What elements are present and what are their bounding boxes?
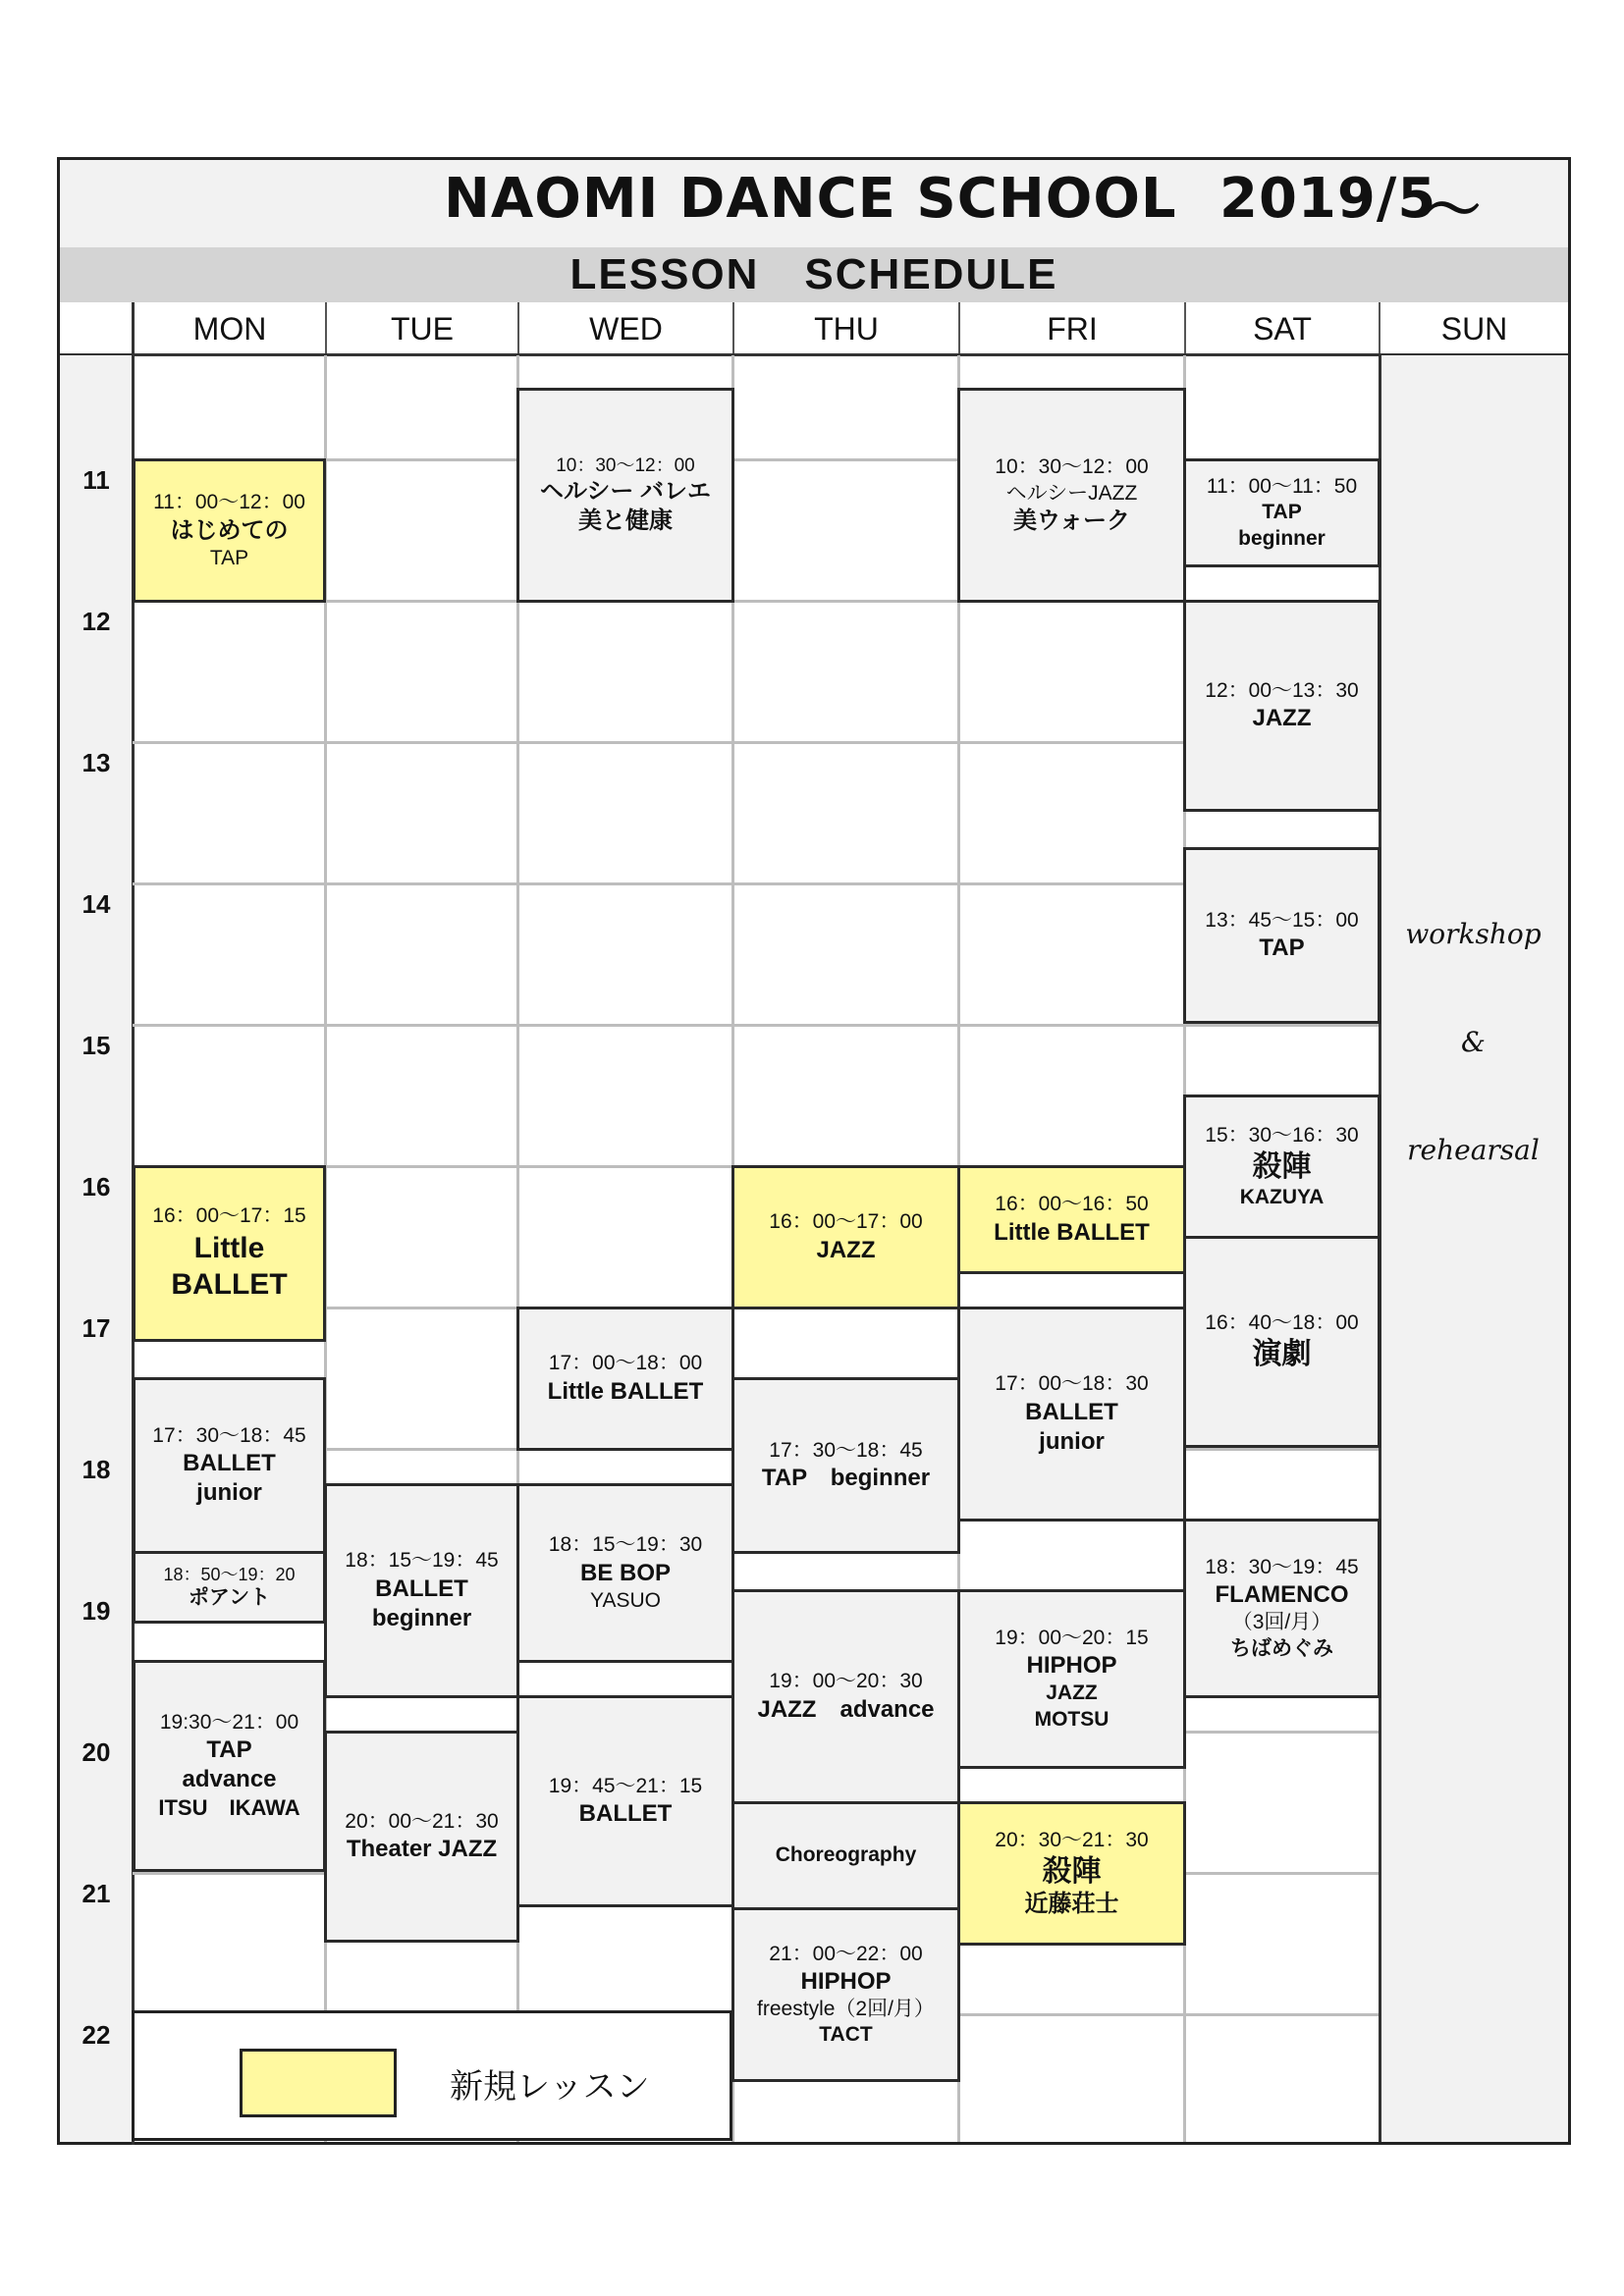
lesson-name: HIPHOP xyxy=(800,1967,892,1995)
lesson-name: ヘルシーJAZZ xyxy=(1005,481,1138,505)
lesson-thu-tap-beginner[interactable] xyxy=(731,1377,960,1554)
lesson-instructor: MOTSU xyxy=(1034,1707,1110,1731)
lesson-name: Little xyxy=(193,1231,265,1264)
lesson-wed-little-ballet[interactable] xyxy=(516,1307,734,1451)
lesson-name: BALLET xyxy=(375,1575,468,1602)
lesson-time: 21：00～22：00 xyxy=(769,1942,923,1965)
lesson-sub: beginner xyxy=(371,1604,472,1631)
lesson-time: 11：00～12：00 xyxy=(153,491,305,514)
sunday-column xyxy=(1379,355,1568,2142)
lesson-sub: junior xyxy=(196,1479,262,1507)
lesson-name: TAP xyxy=(1259,934,1305,962)
period: 2019/5 xyxy=(1219,167,1437,231)
hour-label-12: 12 xyxy=(81,607,111,636)
lesson-time: 17：30～18：45 xyxy=(152,1423,306,1447)
lesson-name: JAZZ advance xyxy=(757,1695,935,1723)
lesson-time: 19：45～21：15 xyxy=(548,1774,703,1797)
day-header-thu: THU xyxy=(732,302,958,355)
lesson-time: 19：00～20：15 xyxy=(995,1627,1149,1650)
hour-label-13: 13 xyxy=(81,748,111,777)
lesson-fri-hiphop-jazz[interactable] xyxy=(957,1589,1186,1769)
lesson-sat-drama[interactable] xyxy=(1183,1236,1380,1448)
lesson-name: Theater JAZZ xyxy=(346,1836,498,1863)
hour-label-11: 11 xyxy=(82,465,110,495)
hour-label-14: 14 xyxy=(81,889,111,919)
lesson-time: 18：30～19：45 xyxy=(1205,1556,1359,1579)
lesson-time: 20：00～21：30 xyxy=(345,1809,499,1833)
lesson-fri-tate-kondo[interactable] xyxy=(957,1801,1186,1946)
hour-label-18: 18 xyxy=(81,1455,111,1484)
lesson-time: 19:30～21：00 xyxy=(159,1711,299,1735)
lesson-name: Little BALLET xyxy=(547,1377,704,1405)
lesson-name: BALLET xyxy=(1025,1398,1118,1425)
sunday-rehearsal: rehearsal xyxy=(1407,1134,1540,1166)
sunday-ampersand: & xyxy=(1461,1026,1486,1058)
lesson-time: 10：30～12：00 xyxy=(995,455,1149,479)
lesson-thu-jazz[interactable] xyxy=(731,1165,960,1309)
lesson-name: はじめての xyxy=(170,516,289,544)
day-header-sun: SUN xyxy=(1379,302,1568,355)
lesson-name: TAP xyxy=(206,1736,252,1764)
lesson-time: 20：30～21：30 xyxy=(995,1828,1149,1851)
lesson-name: JAZZ xyxy=(1252,705,1312,732)
lesson-wed-be-bop[interactable] xyxy=(516,1483,734,1663)
lesson-sub: junior xyxy=(1039,1427,1105,1455)
lesson-sub: TAP xyxy=(209,546,249,569)
lesson-instructor: TACT xyxy=(819,2023,873,2047)
hour-label-16: 16 xyxy=(81,1172,111,1201)
hour-label-20: 20 xyxy=(81,1737,111,1767)
lesson-time: 15：30～16：30 xyxy=(1205,1123,1359,1147)
lesson-name: 殺陣 xyxy=(1252,1149,1312,1183)
lesson-sub: freestyle（2回/月） xyxy=(757,1997,935,2020)
lesson-sub: 近藤荘士 xyxy=(1024,1891,1119,1918)
lesson-sub: YASUO xyxy=(590,1588,661,1612)
lesson-time: 12：00～13：30 xyxy=(1205,678,1359,702)
period-tilde: ～ xyxy=(1426,179,1482,242)
lesson-mon-little-ballet[interactable] xyxy=(133,1165,326,1342)
lesson-name: Choreography xyxy=(775,1843,917,1867)
legend-new-lesson-label: 新規レッスン xyxy=(450,2068,650,2106)
hour-label-22: 22 xyxy=(81,2020,111,2050)
sunday-workshop: workshop xyxy=(1405,918,1542,950)
lesson-time: 16：00～17：00 xyxy=(769,1210,923,1234)
day-header-tue: TUE xyxy=(325,302,517,355)
lesson-time: 19：00～20：30 xyxy=(769,1670,923,1693)
lesson-sub: 美ウォーク xyxy=(1012,507,1131,534)
lesson-sub: BALLET xyxy=(171,1268,288,1302)
lesson-tue-ballet-beginner[interactable] xyxy=(324,1483,519,1698)
lesson-time: 16：40～18：00 xyxy=(1205,1311,1359,1335)
lesson-mon-intro-tap[interactable] xyxy=(133,458,326,603)
lesson-name: BALLET xyxy=(578,1800,673,1828)
lesson-time: 18：15～19：30 xyxy=(548,1533,703,1557)
lesson-sub: （3回/月） xyxy=(1231,1611,1332,1634)
lesson-mon-tap-advance[interactable] xyxy=(133,1660,326,1872)
lesson-sat-flamenco[interactable] xyxy=(1183,1519,1380,1698)
lesson-time: 17：30～18：45 xyxy=(769,1438,923,1462)
lesson-name: ヘルシー バレエ xyxy=(539,478,712,506)
lesson-time: 17：00～18：30 xyxy=(995,1372,1149,1396)
lesson-name: TAP xyxy=(1262,501,1302,524)
legend-new-lesson-swatch xyxy=(240,2049,397,2117)
hour-label-15: 15 xyxy=(81,1031,111,1060)
school-name: NAOMI DANCE SCHOOL xyxy=(444,167,1177,231)
lesson-sub: JAZZ xyxy=(1046,1682,1098,1705)
lesson-name: 演劇 xyxy=(1252,1338,1312,1371)
lesson-fri-little-ballet[interactable] xyxy=(957,1165,1186,1274)
lesson-fri-healthy-jazz[interactable] xyxy=(957,388,1186,603)
lesson-sat-tap[interactable] xyxy=(1183,847,1380,1024)
lesson-time: 16：00～17：15 xyxy=(152,1204,306,1228)
lesson-name: BALLET xyxy=(183,1450,276,1477)
lesson-name: FLAMENCO xyxy=(1215,1581,1349,1609)
lesson-sub: KAZUYA xyxy=(1239,1186,1325,1209)
hour-label-19: 19 xyxy=(81,1596,111,1626)
lesson-time: 18：50～19：20 xyxy=(163,1564,296,1584)
grid-line-h xyxy=(133,1024,1379,1027)
lesson-schedule-subtitle: LESSON SCHEDULE xyxy=(60,247,1568,302)
lesson-wed-healthy-ballet[interactable] xyxy=(516,388,734,603)
lesson-thu-hiphop-freestyle[interactable] xyxy=(731,1907,960,2082)
day-header-wed: WED xyxy=(517,302,732,355)
lesson-sub: advance xyxy=(182,1766,277,1793)
lesson-name: BE BOP xyxy=(579,1559,671,1586)
hour-label-17: 17 xyxy=(81,1313,111,1343)
hour-label-21: 21 xyxy=(81,1879,111,1908)
lesson-sat-tap-beginner[interactable] xyxy=(1183,458,1380,567)
lesson-sub: beginner xyxy=(1238,526,1326,550)
lesson-time: 18：15～19：45 xyxy=(345,1549,499,1573)
lesson-name: JAZZ xyxy=(816,1236,876,1263)
lesson-time: 13：45～15：00 xyxy=(1205,908,1359,932)
lesson-time: 10：30～12：00 xyxy=(556,454,695,476)
day-header-mon: MON xyxy=(133,302,325,355)
lesson-instructor: ITSU IKAWA xyxy=(158,1795,300,1821)
lesson-mon-pointe[interactable] xyxy=(133,1551,326,1624)
lesson-thu-choreography[interactable] xyxy=(731,1801,960,1910)
lesson-time: 16：00～16：50 xyxy=(995,1193,1149,1216)
lesson-tue-theater-jazz[interactable] xyxy=(324,1731,519,1943)
lesson-sat-tate-kazuya[interactable] xyxy=(1183,1095,1380,1239)
lesson-name: Little BALLET xyxy=(994,1218,1150,1246)
lesson-sat-jazz[interactable] xyxy=(1183,600,1380,812)
day-header-sat: SAT xyxy=(1184,302,1379,355)
lesson-name: TAP beginner xyxy=(761,1465,931,1492)
lesson-time: 11：00～11：50 xyxy=(1206,475,1358,499)
lesson-name: ポアント xyxy=(188,1586,271,1610)
day-header-fri: FRI xyxy=(958,302,1184,355)
lesson-mon-ballet-junior[interactable] xyxy=(133,1377,326,1554)
lesson-sub: 美と健康 xyxy=(578,507,673,535)
lesson-instructor: ちばめぐみ xyxy=(1230,1636,1333,1660)
lesson-name: HIPHOP xyxy=(1026,1652,1117,1680)
lesson-time: 17：00～18：00 xyxy=(548,1352,703,1375)
lesson-fri-ballet-junior[interactable] xyxy=(957,1307,1186,1522)
lesson-wed-ballet[interactable] xyxy=(516,1695,734,1907)
lesson-thu-jazz-advance[interactable] xyxy=(731,1589,960,1804)
lesson-name: 殺陣 xyxy=(1042,1854,1102,1888)
header-divider xyxy=(60,353,1568,356)
